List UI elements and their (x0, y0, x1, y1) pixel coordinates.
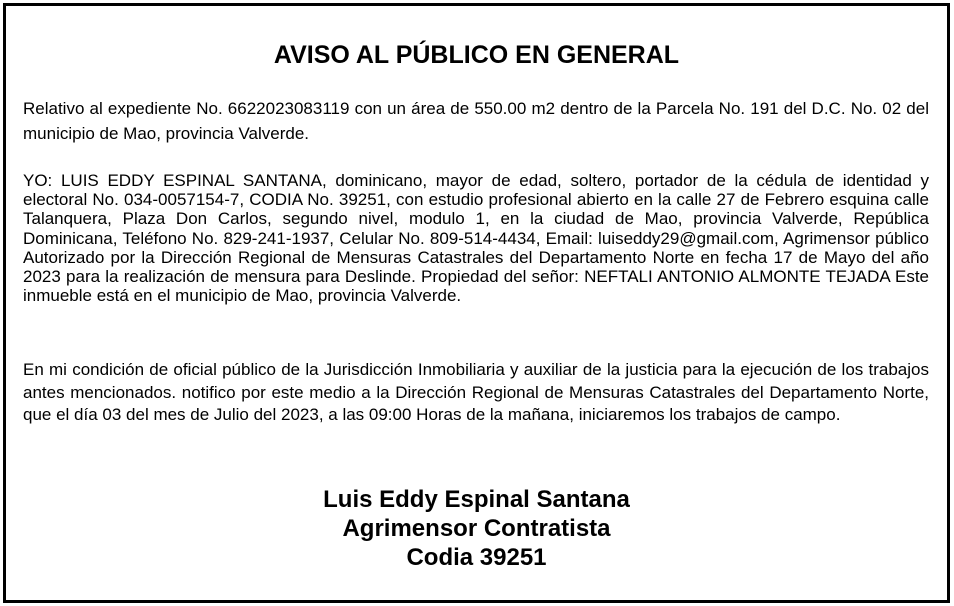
notice-title: AVISO AL PÚBLICO EN GENERAL (273, 41, 680, 69)
public-notice (3, 3, 950, 603)
signature-codia: Codia 39251 (406, 544, 547, 571)
signature-name: Luis Eddy Espinal Santana (323, 486, 630, 513)
notification-paragraph: En mi condición de oficial público de la Jurisdicción Inmobiliaria y auxiliar de la justicia para la ejecución de los trabajos antes mencionados. notifico por este medio a la Dirección Regional de Mensuras Catastrales del Departamento Norte, que el día 03 del mes de Julio del 2023, a las 09:00 Horas de la mañana, iniciaremos los trabajos de campo. (23, 360, 929, 424)
signature-role: Agrimensor Contratista (342, 515, 611, 542)
file-reference-paragraph: Relativo al expediente No. 6622023083119 con un área de 550.00 m2 dentro de la Parcela No. 191 del D.C. No. 02 del municipio de Mao, provincia Valverde. (23, 99, 929, 143)
surveyor-statement-paragraph: YO: LUIS EDDY ESPINAL SANTANA, dominicano, mayor de edad, soltero, portador de la cédula de identidad y electoral No. 034-0057154-7, CODIA No. 39251, con estudio profesional abierto en la calle 27 de Febrero esquina calle Talanquera, Plaza Don Carlos, segundo nivel, modulo 1, en la ciudad de Mao, provincia Valverde, República Dominicana, Teléfono No. 829-241-1937, Celular No. 809-514-4434, Email: luiseddy29@gmail.com, Agrimensor público Autorizado por la Dirección Regional de Mensuras Catastrales del Departamento Norte en fecha 17 de Mayo del año 2023 para la realización de mensura para Deslinde. Propiedad del señor: NEFTALI ANTONIO ALMONTE TEJADA Este inmueble está en el municipio de Mao, provincia Valverde. (23, 171, 929, 306)
signature-block (6, 485, 947, 572)
